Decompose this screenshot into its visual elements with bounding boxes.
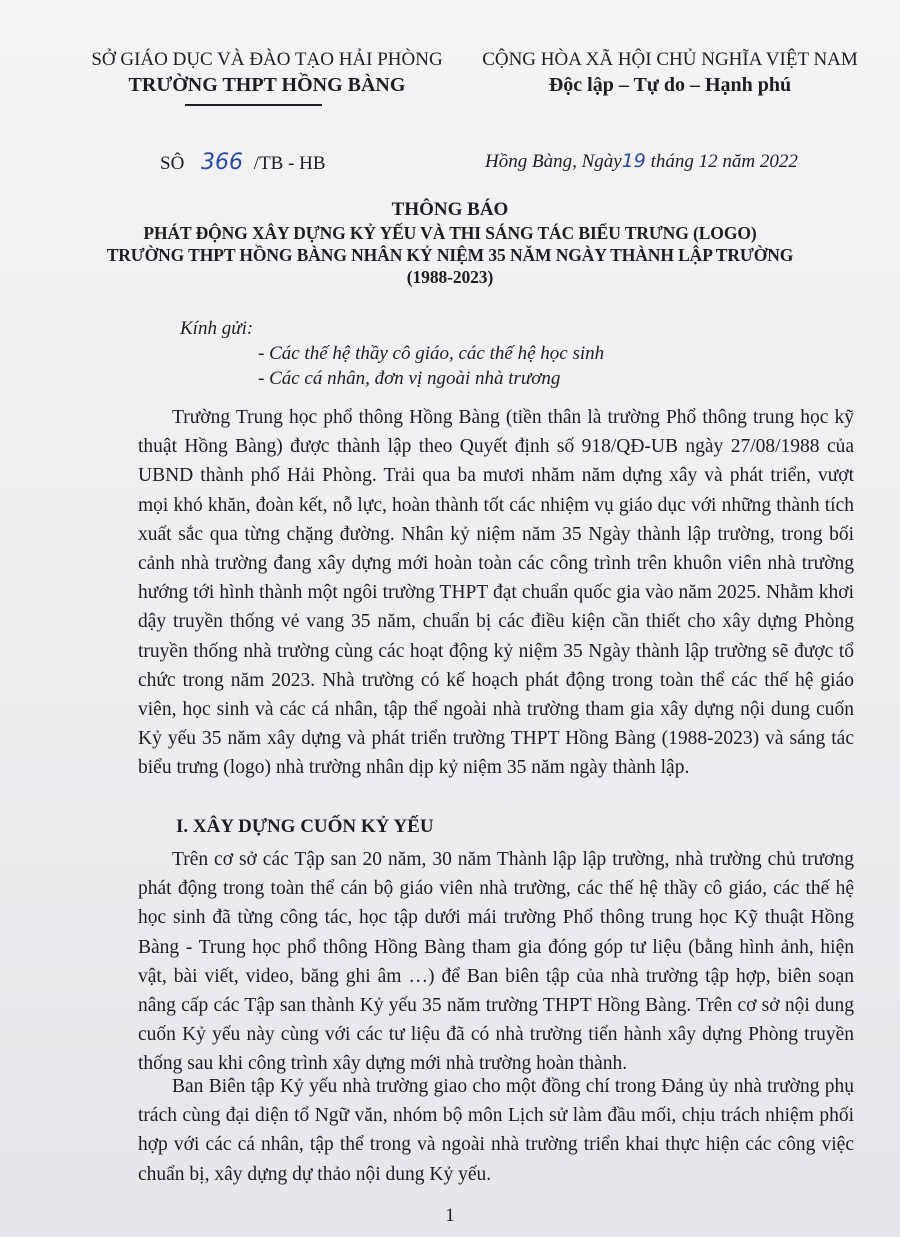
document-title — [40, 198, 860, 288]
page-number: 1 — [445, 1205, 455, 1226]
title-line-2: PHÁT ĐỘNG XÂY DỰNG KỶ YẾU VÀ THI SÁNG TÁC BIỂU TRƯNG (LOGO) — [143, 223, 757, 243]
title-years: (1988-2023) — [406, 267, 494, 287]
title-type: THÔNG BÁO — [391, 199, 509, 220]
document-reference — [160, 150, 326, 175]
greeting-recipient-2: - Các cá nhân, đơn vị ngoài nhà trương — [258, 368, 561, 389]
reference-suffix: /TB - HB — [253, 153, 326, 174]
section-paragraph-2-text: Ban Biên tập Kỷ yếu nhà trường giao cho một đồng chí trong Đảng ủy nhà trường phụ trách cùng đại diện tổ Ngữ văn, nhóm bộ môn Lịch sử làm đầu mối, chịu trách nhiệm phối hợp với các cá nhân, tập thể trong và ngoài nhà trường triển khai thực hiện các công việc chuẩn bị, xây dựng dự thảo nội dung Kỷ yếu. — [138, 1076, 854, 1185]
document-date — [485, 150, 798, 173]
section-paragraph-1-text: Trên cơ sở các Tập san 20 năm, 30 năm Thành lập lập trường, nhà trường chủ trương phát động trong toàn thể cán bộ giáo viên nhà trường, các thế hệ thầy cô giáo, các thế hệ học sinh đã từng công tác, học tập dưới mái trường Phổ thông trung học Kỹ thuật Hồng Bàng - Trung học phổ thông Hồng Bàng tham gia đóng góp tư liệu (bằng hình ảnh, hiện vật, bài viết, video, băng ghi âm …) để Ban biên tập của nhà trường tập hợp, biên soạn nâng cấp các Tập san thành Kỷ yếu 35 năm trường THPT Hồng Bàng. Trên cơ sở nội dung cuốn Kỷ yếu này cùng với các tư liệu đã có nhà trường tiến hành xây dựng Phòng truyền thống sau khi công trình xây dựng mới nhà trường hoàn thành. — [138, 849, 854, 1075]
reference-prefix: SÔ — [160, 153, 185, 174]
reference-number: 366 — [201, 150, 244, 175]
section-paragraph-2 — [138, 1072, 854, 1189]
country-name: CỘNG HÒA XÃ HỘI CHỦ NGHĨA VIỆT NAM — [482, 49, 858, 70]
section-heading: I. XÂY DỰNG CUỐN KỶ YẾU — [176, 816, 434, 837]
greeting-label: Kính gửi: — [180, 318, 254, 339]
section-paragraph-1 — [138, 845, 854, 1079]
date-rest: tháng 12 năm 2022 — [650, 151, 798, 172]
header-left-underline — [185, 104, 322, 106]
greeting-recipient-1: - Các thế hệ thầy cô giáo, các thế hệ học sinh — [258, 343, 605, 364]
date-place: Hồng Bàng, Ngày — [485, 151, 622, 172]
header-left — [82, 48, 452, 98]
intro-paragraph — [138, 403, 854, 783]
date-day: 19 — [621, 150, 646, 172]
intro-paragraph-text: Trường Trung học phổ thông Hồng Bàng (tiền thân là trường Phổ thông trung học kỹ thuật Hồng Bàng) được thành lập theo Quyết định số 918/QĐ-UB ngày 27/08/1988 của UBND thành phố Hải Phòng. Trải qua ba mươi nhăm năm dựng xây và phát triển, vượt mọi khó khăn, đoàn kết, nỗ lực, hoàn thành tốt các nhiệm vụ giáo dục với những thành tích xuất sắc qua từng chặng đường. Nhân kỷ niệm năm 35 Ngày thành lập trường, trong bối cảnh nhà trường đang xây dựng mới hoàn toàn các công trình trên khuôn viên nhà trường hướng tới hình thành một ngôi trường THPT đạt chuẩn quốc gia vào năm 2025. Nhằm khơi dậy truyền thống vẻ vang 35 năm, chuẩn bị các điều kiện cần thiết cho xây dựng Phòng truyền thống nhà trường cùng các hoạt động kỷ niệm 35 Ngày thành lập trường sẽ được tổ chức trong năm 2023. Nhà trường có kế hoạch phát động trong toàn thể các thế hệ giáo viên, học sinh và các cá nhân, tập thể ngoài nhà trường tham gia xây dựng nội dung cuốn Kỷ yếu 35 năm xây dựng và phát triển trường THPT Hồng Bàng (1988-2023) và sáng tác biểu trưng (logo) nhà trường nhân dịp kỷ niệm 35 năm ngày thành lập. — [138, 407, 854, 779]
header-right — [460, 48, 880, 98]
department-name: SỞ GIÁO DỤC VÀ ĐÀO TẠO HẢI PHÒNG — [91, 49, 443, 70]
title-line-3: TRƯỜNG THPT HỒNG BÀNG NHÂN KỶ NIỆM 35 NĂM NGÀY THÀNH LẬP TRƯỜNG — [106, 245, 794, 265]
school-name: TRƯỜNG THPT HỒNG BÀNG — [128, 74, 406, 96]
national-motto: Độc lập – Tự do – Hạnh phú — [548, 74, 792, 96]
